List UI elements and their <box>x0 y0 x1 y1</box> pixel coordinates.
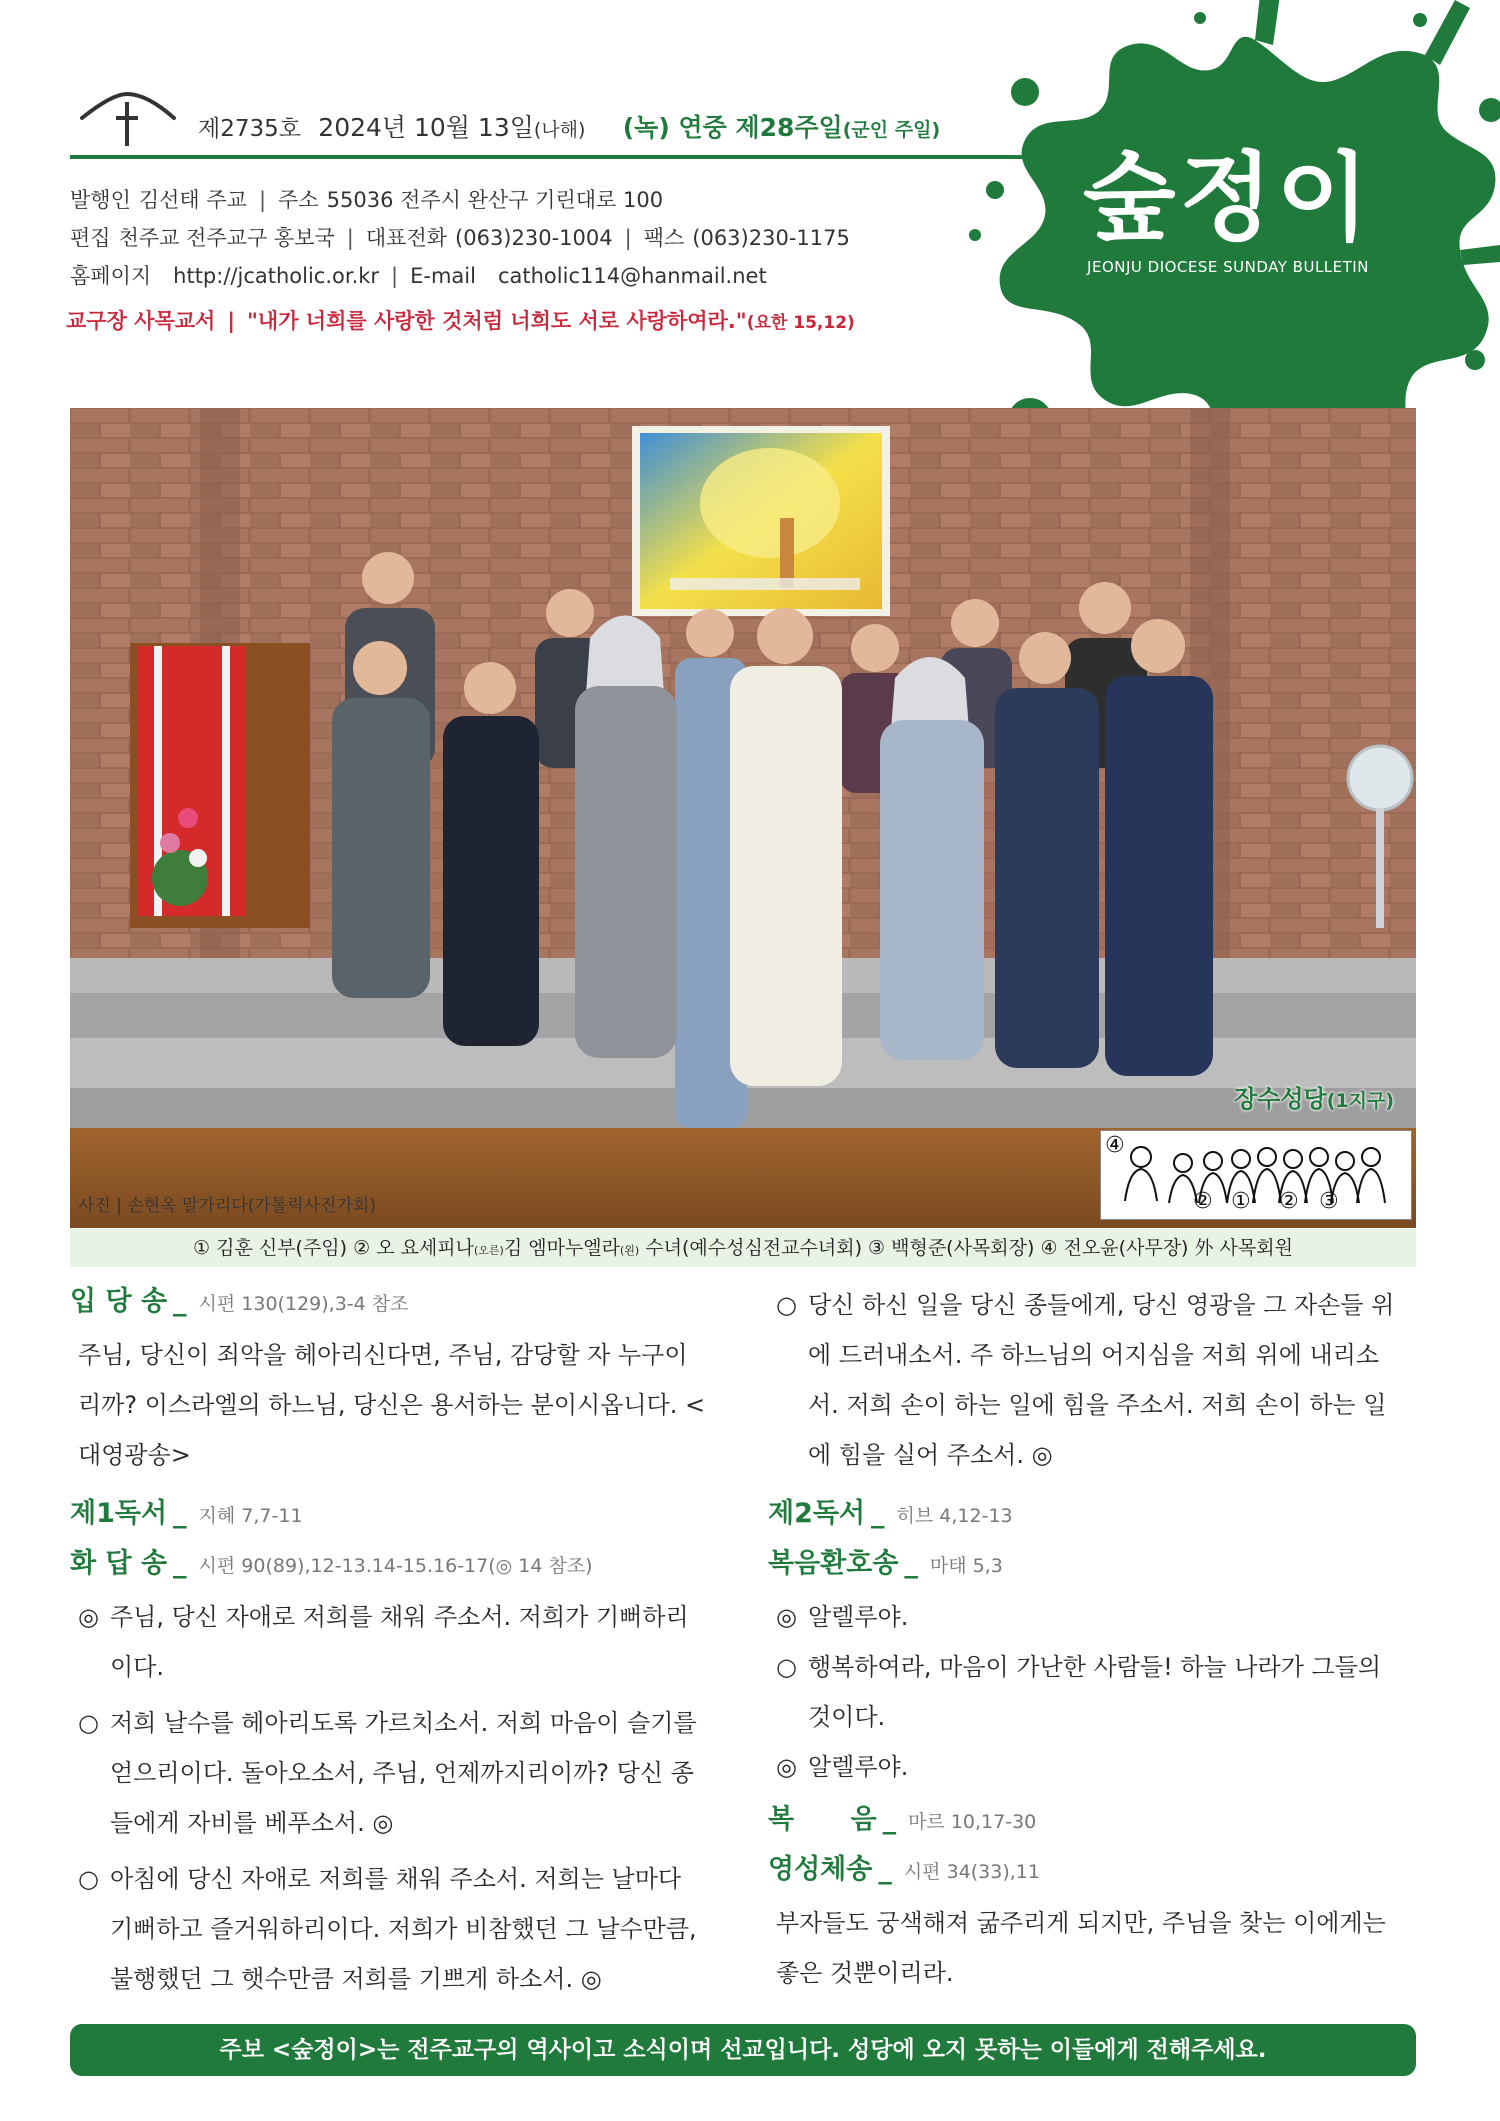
psalm-verse-text: 주님, 당신 자애로 저희를 채워 주소서. 저희가 기뻐하리이다. <box>110 1603 689 1681</box>
response-mark: ◎ <box>776 1753 797 1781</box>
motto-text: "내가 너희를 사랑한 것처럼 너희도 서로 사랑하여라." <box>246 309 747 333</box>
homepage-label: 홈페이지 <box>70 264 152 288</box>
entrance-ref: 시편 130(129),3-4 참조 <box>198 1293 409 1315</box>
group-photo <box>70 408 1416 1228</box>
acclamation-title: 복음환호송 <box>768 1548 899 1579</box>
pastoral-motto: 교구장 사목교서 | "내가 너희를 사랑한 것처럼 너희도 서로 사랑하여라."(요한 15,12) <box>66 309 855 333</box>
right-column <box>768 1280 1408 1998</box>
key-number-4: ④ <box>1105 1133 1125 1158</box>
psalm-heading: 화 답 송 _ 시편 90(89),12-13.14-15.16-17(◎ 14 참조) <box>70 1548 593 1579</box>
church-label: 장수성당 <box>1233 1085 1327 1113</box>
verse-mark: ○ <box>776 1291 797 1319</box>
gospel-ref: 마르 10,17-30 <box>908 1811 1037 1833</box>
photo-caption <box>70 1229 1416 1267</box>
address: 55036 전주시 완산구 기린대로 100 <box>326 188 664 212</box>
motto-label: 교구장 사목교서 <box>66 309 216 333</box>
reading2-title: 제2독서 <box>768 1498 866 1529</box>
phone-label: 대표전화 <box>365 226 448 250</box>
diocese-logo-icon <box>72 88 182 150</box>
second-reading-heading: 제2독서 _ 히브 4,12-13 <box>768 1498 1013 1529</box>
liturgy-color: (녹) <box>622 113 670 142</box>
reading1-title: 제1독서 <box>70 1498 168 1529</box>
sunday-note: (군인 주일) <box>842 119 941 141</box>
psalm-verse <box>70 1854 710 2004</box>
entrance-text: 주님, 당신이 죄악을 헤아리신다면, 주님, 감당할 자 누구이리까? 이스라엘의 하느님, 당신은 용서하는 분이시옵니다. <대영광송> <box>78 1341 706 1469</box>
info-line-web: 홈페이지 http://jcatholic.or.kr | E-mail catholic114@hanmail.net <box>70 264 767 288</box>
verse-mark: ○ <box>78 1865 99 1893</box>
acclamation-text: 행복하여라, 마음이 가난한 사람들! 하늘 나라가 그들의 것이다. <box>808 1653 1382 1731</box>
publisher-label: 발행인 <box>70 188 131 212</box>
acclamation-text: 알렐루야. <box>808 1753 909 1781</box>
acclamation-ref: 마태 5,3 <box>929 1555 1003 1577</box>
psalm-ref: 시편 90(89),12-13.14-15.16-17(◎ 14 참조) <box>198 1555 593 1577</box>
masthead-title: 숲정이 <box>1082 142 1374 254</box>
key-number-2b: ② <box>1279 1189 1299 1214</box>
issue-line <box>198 108 940 144</box>
verse-mark: ○ <box>776 1653 797 1681</box>
psalm-verse <box>768 1280 1408 1480</box>
first-reading-heading: 제1독서 _ 지혜 7,7-11 <box>70 1498 303 1529</box>
acclamation-line <box>768 1742 1408 1792</box>
entrance-title: 입 당 송 <box>70 1286 168 1317</box>
fax-label: 팩스 <box>643 226 685 250</box>
psalm-title: 화 답 송 <box>70 1548 168 1579</box>
motto-ref: (요한 15,12) <box>746 313 855 333</box>
response-mark: ◎ <box>776 1603 797 1631</box>
caption-part-2: 김 엠마누엘라 <box>503 1237 621 1259</box>
photo-credit: 사진 | 손현옥 말가리다(가톨릭사진가회) <box>78 1196 376 1216</box>
caption-note-1: (오른) <box>474 1244 504 1257</box>
psalm-verse <box>70 1592 710 1692</box>
masthead-subtitle: JEONJU DIOCESE SUNDAY BULLETIN <box>1087 258 1369 276</box>
reading2-ref: 히브 4,12-13 <box>896 1505 1013 1527</box>
email-label: E-mail <box>410 264 476 288</box>
year-cycle: (나해) <box>533 119 586 141</box>
issue-date: 2024년 10월 13일 <box>318 113 534 142</box>
caption-part-1: ① 김훈 신부(주임) ② 오 요세피나 <box>193 1237 474 1259</box>
publisher: 김선태 주교 <box>138 188 247 212</box>
communion-heading: 영성체송 _ 시편 34(33),11 <box>768 1854 1040 1885</box>
editor: 천주교 전주교구 홍보국 <box>118 226 335 250</box>
header-rule <box>70 155 1070 159</box>
church-name <box>1234 1079 1394 1114</box>
communion-title: 영성체송 <box>768 1854 873 1885</box>
people-key-diagram <box>1100 1130 1412 1220</box>
communion-ref: 시편 34(33),11 <box>903 1861 1040 1883</box>
psalm-verse-text: 아침에 당신 자애로 저희를 채워 주소서. 저희는 날마다 기뻐하고 즐거워하리이다. 저희가 비참했던 그 날수만큼, 불행했던 그 햇수만큼 저희를 기쁘게 하소서. ◎ <box>110 1865 697 1993</box>
info-line-publisher: 발행인 김선태 주교 | 주소 55036 전주시 완산구 기린대로 100 <box>70 188 664 212</box>
verse-mark: ○ <box>78 1709 99 1737</box>
homepage-link[interactable]: http://jcatholic.or.kr <box>173 264 380 288</box>
psalm-verse-text: 저희 날수를 헤아리도록 가르치소서. 저희 마음이 슬기를 얻으리이다. 돌아오소서, 주님, 언제까지리이까? 당신 종들에게 자비를 베푸소서. ◎ <box>110 1709 697 1837</box>
address-label: 주소 <box>278 188 319 212</box>
caption-part-3: 수녀(예수성심전교수녀회) ③ 백형준(사목회장) ④ 전오윤(사무장) 外 사목회원 <box>639 1237 1293 1259</box>
response-mark: ◎ <box>78 1603 99 1631</box>
acclamation-text: 알렐루야. <box>808 1603 909 1631</box>
acclamation-line <box>768 1592 1408 1642</box>
left-column <box>70 1280 710 2004</box>
sunday-name: 연중 제28주일 <box>678 113 843 142</box>
gospel-title: 복 음 <box>768 1804 877 1835</box>
gospel-heading: 복 음 _ 마르 10,17-30 <box>768 1804 1037 1835</box>
gospel-acclamation-heading: 복음환호송 _ 마태 5,3 <box>768 1548 1003 1579</box>
phone: (063)230-1004 <box>455 226 613 250</box>
editor-label: 편집 <box>70 226 111 250</box>
footer-banner: 주보 <숲정이>는 전주교구의 역사이고 소식이며 선교입니다. 성당에 오지 못하는 이들에게 전해주세요. <box>70 2024 1416 2076</box>
caption-note-2: (왼) <box>620 1244 640 1257</box>
acclamation-line <box>768 1642 1408 1742</box>
email-link[interactable]: catholic114@hanmail.net <box>497 264 767 288</box>
communion-text: 부자들도 궁색해져 굶주리게 되지만, 주님을 찾는 이에게는 좋은 것뿐이리라. <box>776 1909 1386 1987</box>
info-line-editor: 편집 천주교 전주교구 홍보국 | 대표전화 (063)230-1004 | 팩스 (063)230-1175 <box>70 226 850 250</box>
reading1-ref: 지혜 7,7-11 <box>198 1505 303 1527</box>
people-outline-icon <box>1101 1131 1413 1221</box>
key-number-3: ③ <box>1319 1189 1339 1214</box>
group-photo-image <box>70 408 1416 1228</box>
psalm-verse <box>70 1698 710 1848</box>
issue-number: 제2735호 <box>198 116 301 142</box>
church-district: (1지구) <box>1326 1090 1394 1112</box>
key-number-2a: ② <box>1193 1189 1213 1214</box>
entrance-antiphon-heading: 입 당 송 _ 시편 130(129),3-4 참조 <box>70 1286 409 1317</box>
fax: (063)230-1175 <box>692 226 850 250</box>
key-number-1: ① <box>1231 1189 1251 1214</box>
psalm-verse-text: 당신 하신 일을 당신 종들에게, 당신 영광을 그 자손들 위에 드러내소서. 주 하느님의 어지심을 저희 위에 내리소서. 저희 손이 하는 일에 힘을 주소서. 저희 손이 하는 일에 힘을 실어 주소서. ◎ <box>808 1291 1395 1469</box>
